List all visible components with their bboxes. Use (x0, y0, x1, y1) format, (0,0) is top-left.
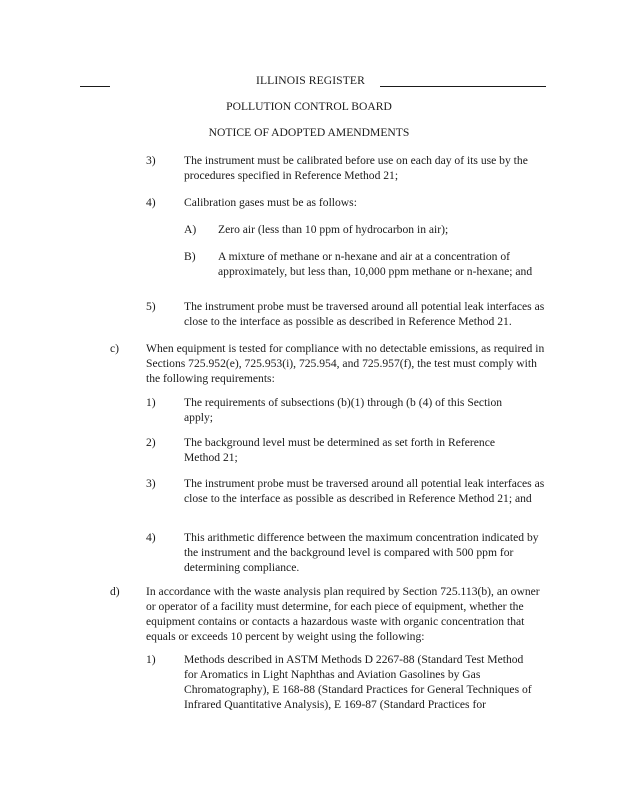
item-number: 3) (146, 477, 156, 490)
item-number: c) (110, 342, 120, 355)
register-header (80, 74, 546, 88)
item-text: The background level must be determined as set forth in Reference Method 21; (184, 436, 495, 464)
notice-title: NOTICE OF ADOPTED AMENDMENTS (208, 126, 410, 139)
item-number: 3) (146, 154, 156, 167)
board-title: POLLUTION CONTROL BOARD (226, 100, 392, 113)
item-number: d) (110, 585, 120, 598)
item-text: The instrument probe must be traversed around all potential leak interfaces as close to the interface as possible as described in Reference Method 21; and (184, 477, 545, 505)
header-rule-right (380, 86, 546, 87)
header-rule-left (80, 86, 110, 87)
item-text: Calibration gases must be as follows: (184, 196, 357, 209)
item-text: The instrument probe must be traversed around all potential leak interfaces as close to the interface as possible as described in Reference Method 21. (184, 300, 545, 328)
item-text: This arithmetic difference between the maximum concentration indicated by the instrument and the background level is compared with 500 ppm for determining compliance. (184, 531, 539, 574)
item-number: 4) (146, 196, 156, 209)
item-number: 4) (146, 531, 156, 544)
item-text: A mixture of methane or n-hexane and air at a concentration of approximately, but less than, 10,000 ppm methane or n-hexane; and (218, 250, 533, 278)
item-text: Zero air (less than 10 ppm of hydrocarbon in air); (218, 223, 449, 236)
item-text: The requirements of subsections (b)(1) through (b (4) of this Section apply; (184, 396, 503, 424)
register-title: ILLINOIS REGISTER (256, 74, 365, 87)
item-text: The instrument must be calibrated before use on each day of its use by the procedures specified in Reference Method 21; (184, 154, 528, 182)
item-text: Methods described in ASTM Methods D 2267-88 (Standard Test Method for Aromatics in Light Naphthas and Aviation Gasolines by Gas Chromatography), E 168-88 (Standard Practices for General Techniques of Infrared Quantitative Analysis), E 169-87 (Standard Practices for (184, 653, 532, 711)
item-number: 1) (146, 653, 156, 666)
item-number: 1) (146, 396, 156, 409)
item-number: A) (184, 223, 197, 236)
item-number: 2) (146, 436, 156, 449)
item-text: In accordance with the waste analysis plan required by Section 725.113(b), an owner or operator of a facility must determine, for each piece of equipment, whether the equipment contains or contacts a hazardous waste with organic concentration that equals or exceeds 10 percent by weight using the following: (146, 585, 540, 643)
item-number: B) (184, 250, 196, 263)
item-text: When equipment is tested for compliance with no detectable emissions, as required in Sections 725.952(e), 725.953(i), 725.954, and 725.957(f), the test must comply with the following requirements: (146, 342, 545, 385)
item-number: 5) (146, 300, 156, 313)
